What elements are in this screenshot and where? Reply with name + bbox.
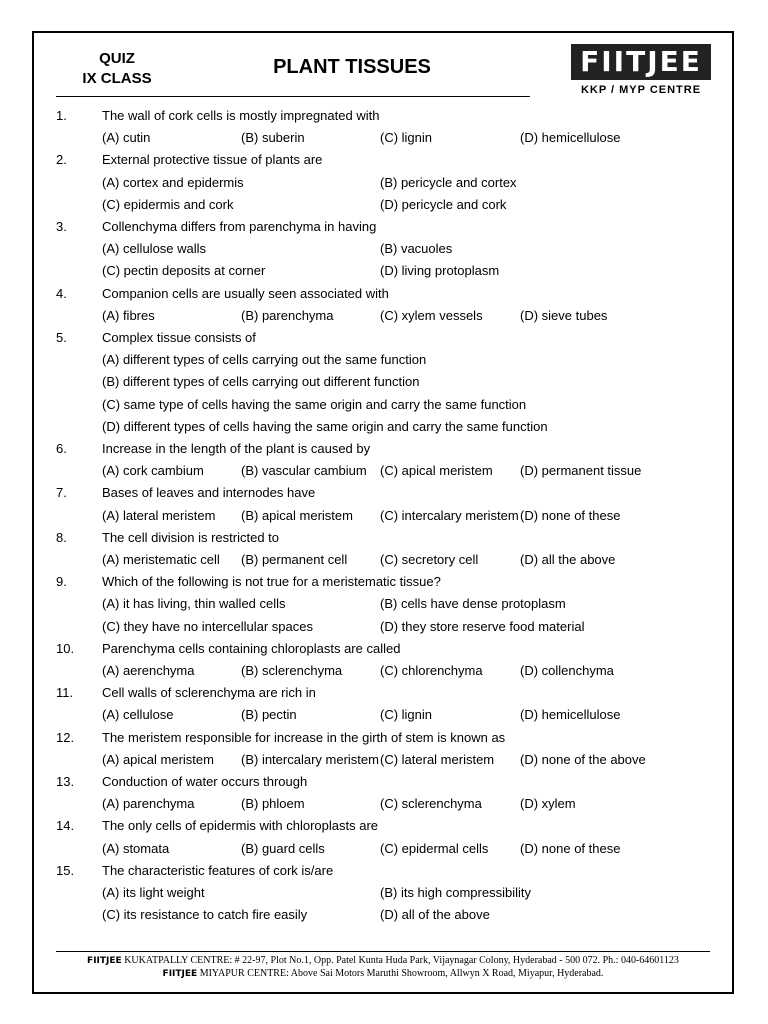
answer-option: (C) epidermal cells — [380, 840, 489, 856]
answer-option: (D) xylem — [520, 796, 576, 812]
answer-option: (B) parenchyma — [241, 307, 334, 323]
question-number: 5. — [56, 330, 67, 345]
answer-option: (D) pericycle and cork — [380, 196, 507, 212]
question-text: Parenchyma cells containing chloroplasts are called — [102, 640, 401, 656]
question-text: Conduction of water occurs through — [102, 774, 308, 789]
answer-option: (D) all the above — [520, 552, 616, 567]
answer-option: (B) vacuoles — [380, 241, 453, 257]
question-number: 12. — [56, 729, 75, 745]
question-number: 13. — [56, 774, 75, 789]
answer-option: (C) apical meristem — [380, 463, 493, 479]
answer-option: (D) different types of cells having the same origin and carry the same function — [102, 418, 548, 434]
answer-option: (A) cork cambium — [102, 463, 204, 479]
answer-option: (A) stomata — [102, 840, 170, 856]
answer-option: (A) different types of cells carrying out the same function — [102, 352, 427, 368]
question-text: Cell walls of sclerenchyma are rich in — [102, 685, 316, 701]
answer-option: (C) lignin — [380, 130, 433, 146]
question-number: 8. — [56, 529, 67, 545]
question-text: The cell division is restricted to — [102, 529, 280, 545]
answer-option: (C) same type of cells having the same origin and carry the same function — [102, 396, 527, 412]
quiz-label: QUIZ — [99, 50, 135, 67]
answer-option: (B) cells have dense protoplasm — [380, 596, 566, 612]
answer-option: (B) suberin — [241, 130, 305, 146]
answer-option: (D) collenchyma — [520, 663, 614, 678]
question-text: Collenchyma differs from parenchyma in having — [102, 219, 377, 234]
question-number: 10. — [56, 640, 75, 656]
answer-option: (A) cutin — [102, 130, 151, 146]
question-text: The wall of cork cells is mostly impregnated with — [102, 108, 380, 123]
answer-option: (C) pectin deposits at corner — [102, 263, 266, 279]
answer-option: (B) pectin — [241, 707, 297, 723]
question-text: External protective tissue of plants are — [102, 152, 323, 168]
question-number: 6. — [56, 441, 67, 456]
footer-logo: FIITJEE — [87, 956, 122, 966]
answer-option: (A) lateral meristem — [102, 507, 216, 523]
answer-option: (A) it has living, thin walled cells — [102, 596, 286, 612]
answer-option: (B) intercalary meristem — [241, 751, 379, 767]
question-text: Bases of leaves and internodes have — [102, 485, 316, 501]
answer-option: (D) living protoplasm — [380, 263, 500, 279]
answer-option: (C) chlorenchyma — [380, 663, 483, 678]
answer-option: (C) lateral meristem — [380, 751, 495, 767]
question-number: 9. — [56, 574, 67, 590]
answer-option: (D) none of these — [520, 840, 621, 856]
question-text: The meristem responsible for increase in the girth of stem is known as — [102, 729, 506, 745]
header-divider — [56, 96, 530, 97]
question-number: 4. — [56, 285, 67, 301]
question-text: Increase in the length of the plant is caused by — [102, 441, 371, 456]
question-number: 3. — [56, 219, 67, 234]
answer-option: (A) cortex and epidermis — [102, 174, 244, 190]
answer-option: (C) secretory cell — [380, 552, 479, 567]
answer-option: (A) cellulose walls — [102, 241, 207, 257]
answer-option: (C) sclerenchyma — [380, 796, 482, 812]
answer-option: (C) lignin — [380, 707, 433, 723]
answer-option: (B) vascular cambium — [241, 463, 367, 479]
answer-option: (B) phloem — [241, 796, 305, 812]
footer-divider — [56, 951, 710, 952]
page-title: PLANT TISSUES — [273, 56, 431, 78]
answer-option: (B) apical meristem — [241, 507, 353, 523]
question-number: 14. — [56, 818, 75, 834]
question-text: Which of the following is not true for a meristematic tissue? — [102, 574, 441, 590]
answer-option: (C) its resistance to catch fire easily — [102, 907, 308, 923]
question-number: 15. — [56, 862, 75, 878]
answer-option: (D) hemicellulose — [520, 707, 621, 723]
footer-line-2 — [40, 968, 726, 979]
question-number: 1. — [56, 108, 67, 123]
centre-label: KKP / MYP CENTRE — [580, 84, 702, 96]
question-number: 7. — [56, 485, 67, 501]
answer-option: (A) fibres — [102, 307, 155, 323]
question-number: 2. — [56, 152, 67, 168]
footer-logo: FIITJEE — [162, 969, 198, 979]
answer-option: (A) cellulose — [102, 707, 174, 723]
answer-option: (B) its high compressibility — [380, 885, 531, 900]
question-text: Companion cells are usually seen associated with — [102, 285, 389, 301]
fiitjee-logo: FIITJEE — [571, 44, 711, 80]
footer-line-1 — [40, 955, 726, 966]
answer-option: (C) they have no intercellular spaces — [102, 618, 313, 634]
answer-option: (A) parenchyma — [102, 796, 195, 812]
answer-option: (B) different types of cells carrying out different function — [102, 374, 420, 390]
answer-option: (C) epidermis and cork — [102, 196, 234, 212]
question-text: The only cells of epidermis with chloroplasts are — [102, 818, 379, 834]
answer-option: (D) they store reserve food material — [380, 618, 585, 634]
footer-address-2: MIYAPUR CENTRE: Above Sai Motors Maruthi Showroom, Allwyn X Road, Miyapur, Hyderabad. — [199, 968, 604, 979]
answer-option: (D) permanent tissue — [520, 463, 642, 479]
answer-option: (A) apical meristem — [102, 751, 214, 767]
answer-option: (A) its light weight — [102, 885, 205, 900]
footer-address-1: KUKATPALLY CENTRE: # 22-97, Plot No.1, Opp. Patel Kunta Huda Park, Vijaynagar Colony, Hyderabad - 500 072. Ph.: 040-64601123 — [124, 955, 679, 966]
answer-option: (D) hemicellulose — [520, 130, 621, 146]
class-label: IX CLASS — [82, 70, 152, 87]
answer-option: (B) guard cells — [241, 840, 325, 856]
question-number: 11. — [56, 685, 74, 701]
answer-option: (D) none of these — [520, 507, 621, 523]
answer-option: (A) meristematic cell — [102, 552, 220, 567]
answer-option: (B) pericycle and cortex — [380, 174, 517, 190]
answer-option: (D) sieve tubes — [520, 307, 608, 323]
answer-option: (A) aerenchyma — [102, 663, 195, 678]
answer-option: (C) xylem vessels — [380, 307, 483, 323]
answer-option: (D) all of the above — [380, 907, 490, 923]
answer-option: (B) permanent cell — [241, 552, 348, 567]
answer-option: (C) intercalary meristem — [380, 507, 519, 523]
answer-option: (B) sclerenchyma — [241, 663, 343, 678]
answer-option: (D) none of the above — [520, 751, 646, 767]
question-text: The characteristic features of cork is/are — [102, 862, 334, 878]
question-text: Complex tissue consists of — [102, 330, 256, 345]
